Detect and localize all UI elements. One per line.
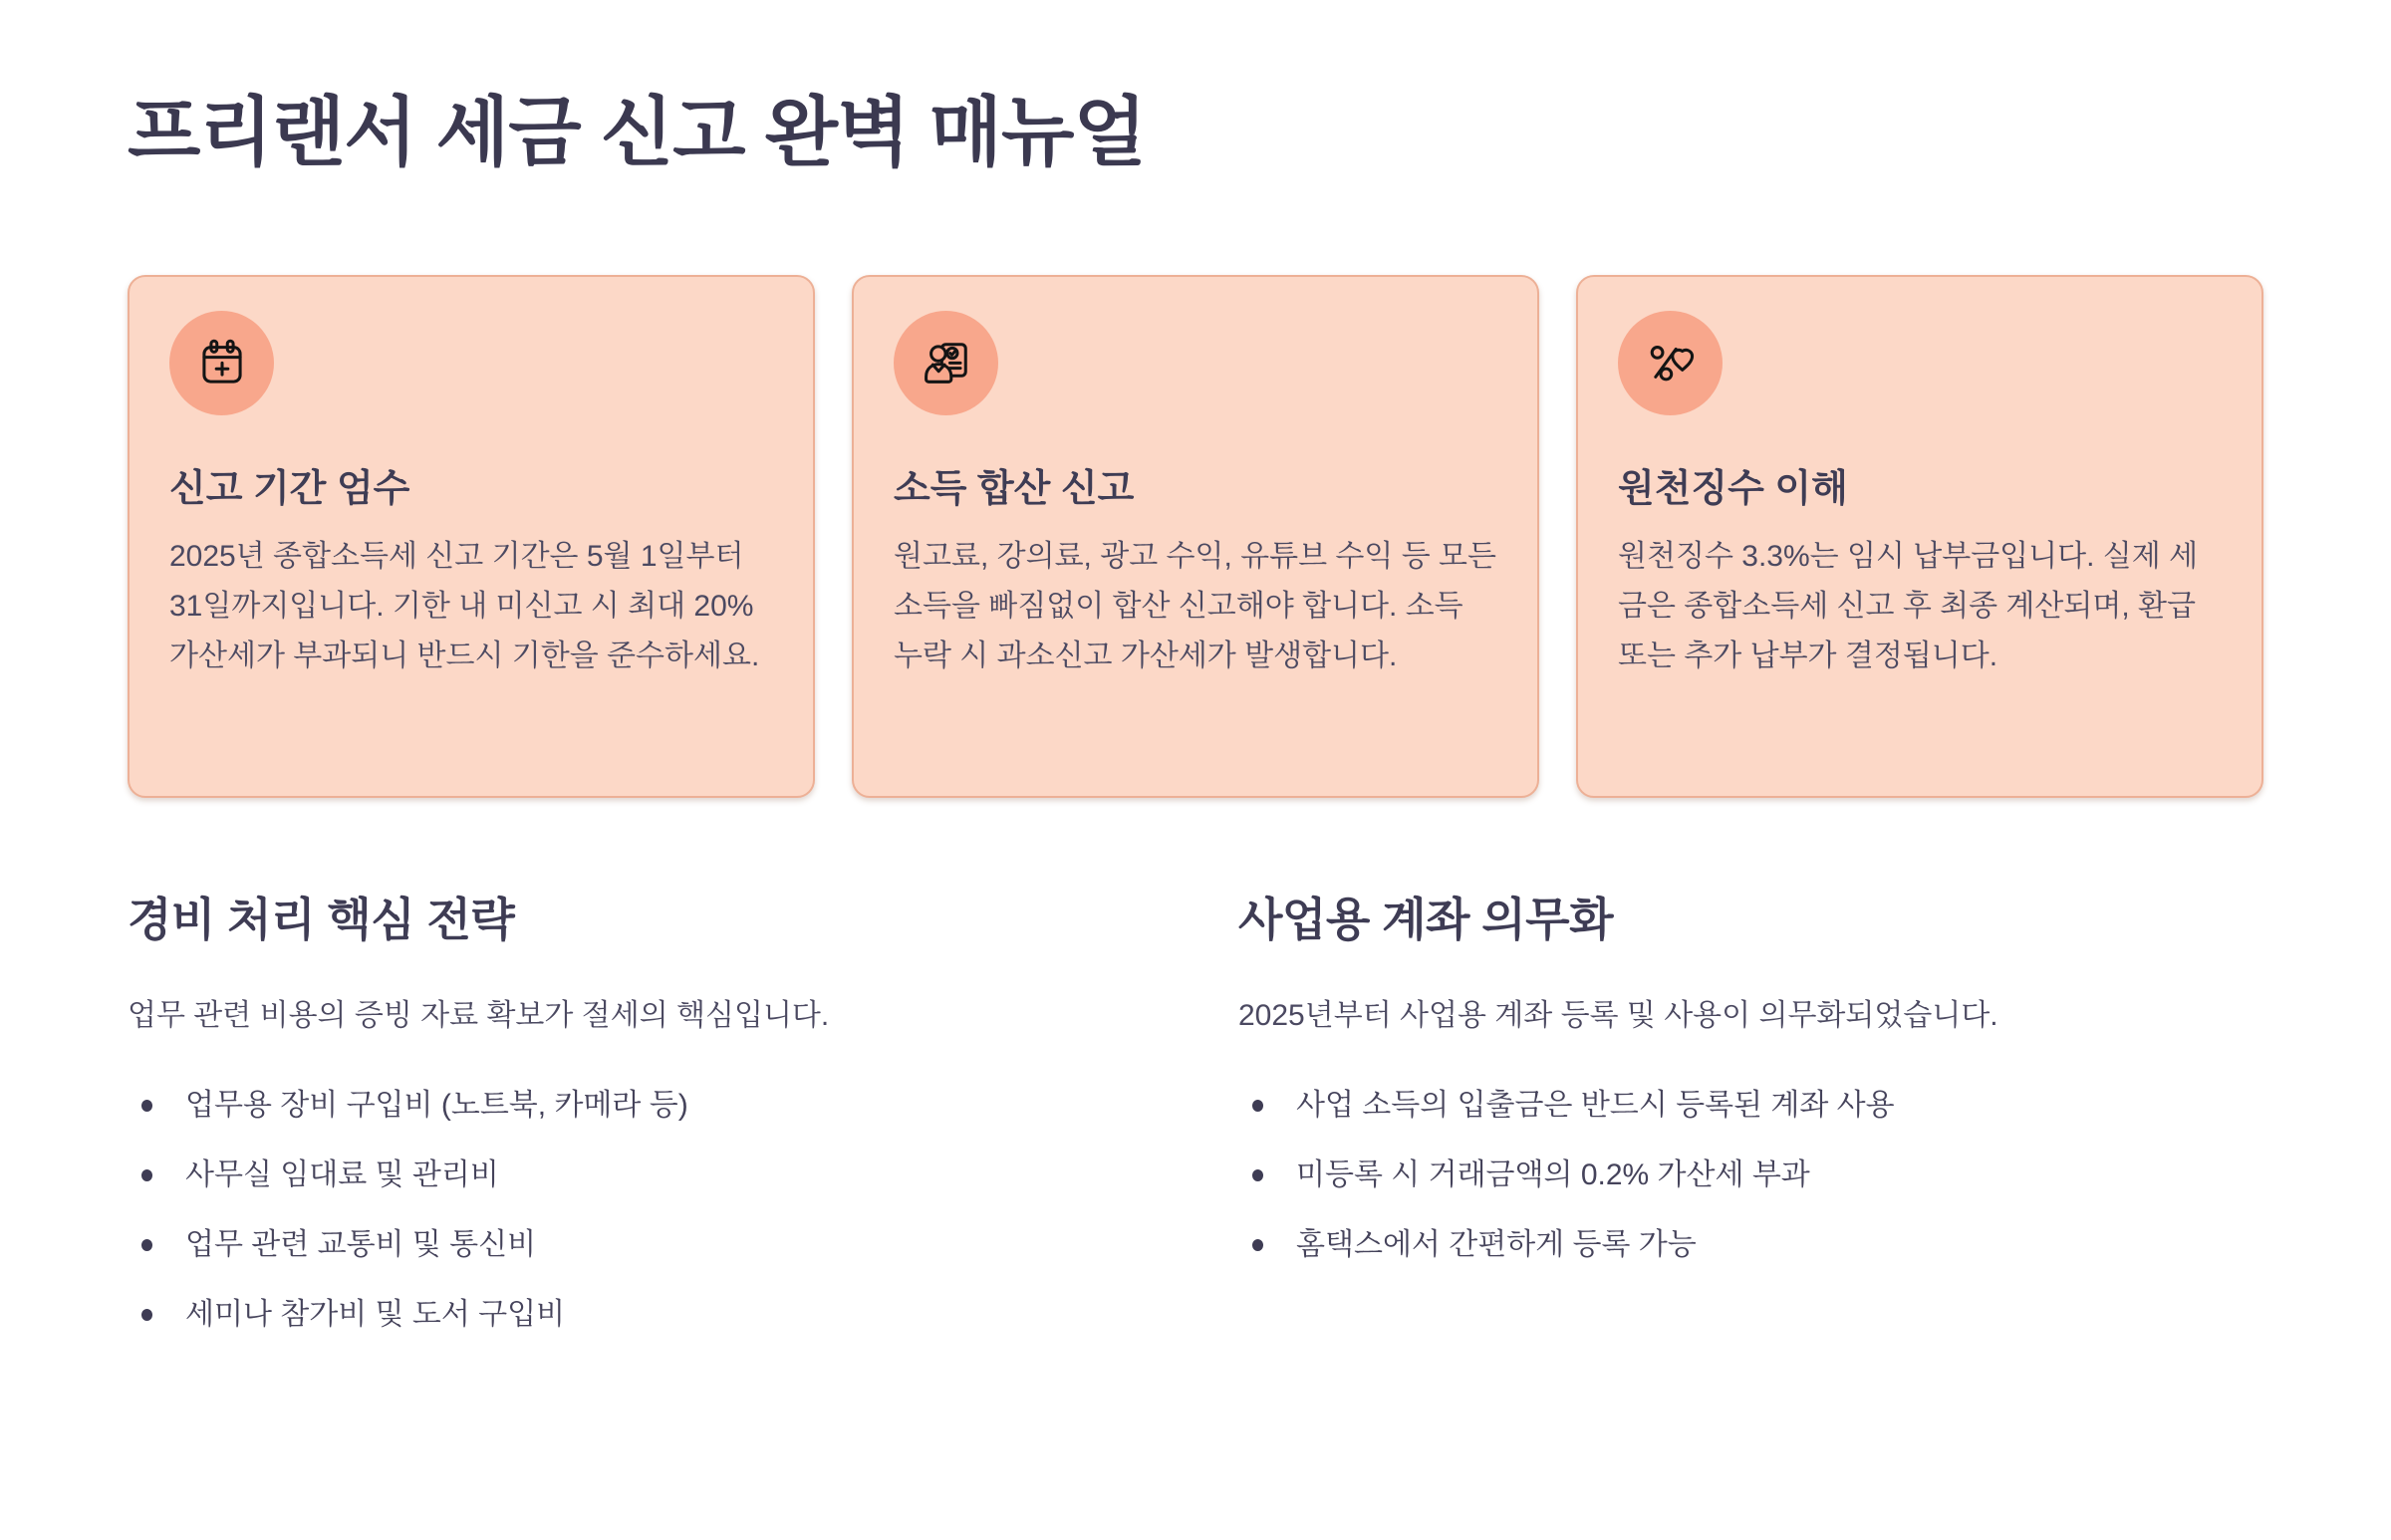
- card-body: 원천징수 3.3%는 임시 납부금입니다. 실제 세금은 종합소득세 신고 후 최종 계산되며, 환급 또는 추가 납부가 결정됩니다.: [1618, 540, 2199, 673]
- section-expense-strategy: [128, 884, 1153, 1364]
- section-title: 경비 처리 핵심 전략: [128, 894, 515, 946]
- section-subtitle: 2025년부터 사업용 계좌 등록 및 사용이 의무화되었습니다.: [1238, 999, 1998, 1033]
- card-title: 원천징수 이해: [1618, 468, 1848, 511]
- list-item: 사무실 임대료 및 관리비: [128, 1155, 1153, 1196]
- list-item: 업무 관련 교통비 및 통신비: [128, 1224, 1153, 1266]
- page-title: 프리랜서 세금 신고 완벽 매뉴얼: [128, 91, 1146, 175]
- card-filing-deadline: [128, 275, 815, 798]
- calendar-plus-icon: [194, 336, 250, 391]
- card-income-aggregation: [852, 275, 1539, 798]
- list-item: 홈택스에서 간편하게 등록 가능: [1238, 1224, 2263, 1266]
- percent-heart-icon: [1643, 336, 1699, 391]
- section-title: 사업용 계좌 의무화: [1238, 894, 1614, 946]
- card-title: 소득 합산 신고: [894, 468, 1135, 511]
- detail-columns: [128, 884, 2263, 1483]
- icon-badge: [169, 311, 274, 415]
- person-check-document-icon: [919, 336, 974, 391]
- card-body: 원고료, 강의료, 광고 수익, 유튜브 수익 등 모든 소득을 빠짐없이 합산 신고해야 합니다. 소득 누락 시 과소신고 가산세가 발생합니다.: [894, 540, 1496, 673]
- card-title: 신고 기간 엄수: [169, 468, 410, 511]
- list-item: 업무용 장비 구입비 (노트북, 카메라 등): [128, 1085, 1153, 1127]
- list-item: 사업 소득의 입출금은 반드시 등록된 계좌 사용: [1238, 1085, 2263, 1127]
- list-item: 미등록 시 거래금액의 0.2% 가산세 부과: [1238, 1155, 2263, 1196]
- card-body: 2025년 종합소득세 신고 기간은 5월 1일부터 31일까지입니다. 기한 내 미신고 시 최대 20% 가산세가 부과되니 반드시 기한을 준수하세요.: [169, 540, 760, 673]
- card-withholding-tax: [1576, 275, 2263, 798]
- account-bullet-list: [1238, 1085, 2263, 1266]
- icon-badge: [894, 311, 998, 415]
- info-cards-row: [128, 275, 2263, 798]
- section-business-account: [1238, 884, 2263, 1364]
- section-subtitle: 업무 관련 비용의 증빙 자료 확보가 절세의 핵심입니다.: [128, 999, 830, 1033]
- icon-badge: [1618, 311, 1723, 415]
- expense-bullet-list: [128, 1085, 1153, 1336]
- list-item: 세미나 참가비 및 도서 구입비: [128, 1294, 1153, 1336]
- manual-page: [0, 84, 2391, 1483]
